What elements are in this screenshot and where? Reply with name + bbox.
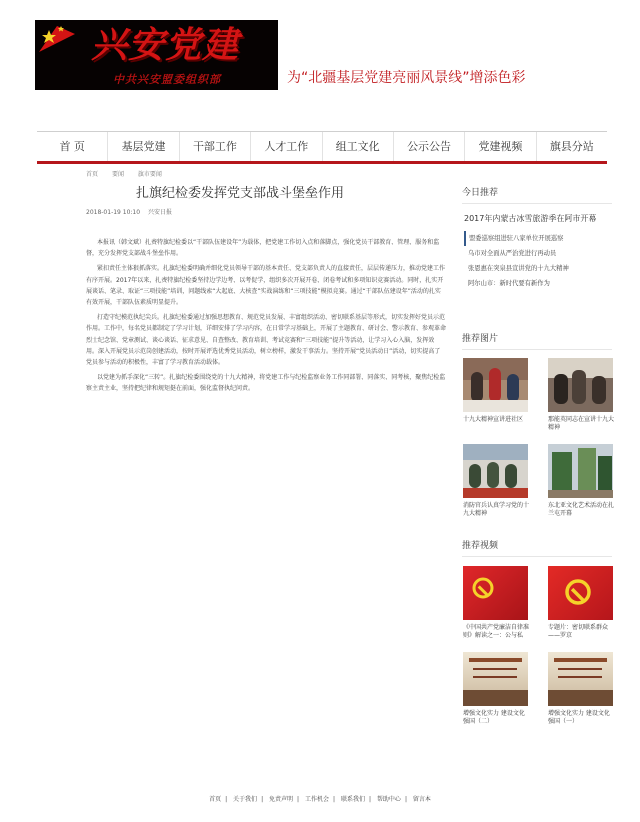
images-section	[462, 331, 612, 350]
footer-separator: |	[261, 796, 264, 803]
footer-link-guestbook[interactable]: 留言本	[412, 796, 431, 803]
header-slogan: 为“北疆基层党建亮丽风景线”增添色彩	[287, 70, 526, 86]
video-card[interactable]	[463, 652, 528, 726]
article-title: 扎旗纪检委发挥党支部战斗堡垒作用	[135, 186, 344, 201]
today-list-item[interactable]: 阿尔山市：新时代要有新作为	[468, 280, 550, 287]
culture-video-thumbnail[interactable]	[548, 652, 613, 706]
nav-item-notice[interactable]: 公示公告	[394, 132, 465, 161]
breadcrumb-home[interactable]: 首页	[86, 171, 99, 178]
article-paragraph: 打造守纪模范执纪尖兵。扎旗纪检委通过加强思想教育、规范党员发展、丰富组织活动、密切联系基层等形式，切实发挥好党员示范作用。工作中，每名党员都制定了学习计划，详细安排了学习内容，在日常学习基础上，开展了主题教育、研讨会、警示教育、参观革命烈士纪念馆、党章测试、谈心谈话、征求意见、自查整改、教育培训、考试竞赛和“三项技能”提升等活动，让学习入心入脑，发挥效用。深入开展党员示范岗创建活动，按时开展评选优秀党员活动，树立榜样，激发干事活力。坚持开展“党员活动日”活动，切实提高了党员参与活动的积极性，丰富了学习教育活动载体。	[86, 314, 447, 367]
party-flag-icon	[37, 24, 77, 58]
nav-item-culture[interactable]: 组工文化	[323, 132, 394, 161]
today-feature-link[interactable]: 2017年内蒙古冰雪旅游季在阿市开幕	[464, 214, 597, 223]
nav-item-talent[interactable]: 人才工作	[251, 132, 322, 161]
footer-links	[0, 794, 640, 803]
footer-separator: |	[368, 796, 371, 803]
footer-link-contact[interactable]: 联系我们	[340, 796, 365, 803]
breadcrumb-news[interactable]: 要闻	[111, 171, 124, 178]
footer-separator: |	[333, 796, 336, 803]
images-heading: 推荐图片	[462, 331, 612, 350]
video-caption[interactable]: 增强文化实力 建设文化强国（一）	[548, 710, 610, 725]
footer-separator: |	[225, 796, 228, 803]
video-caption[interactable]: 《中国共产党廉洁自律准则》解读之一：公与私	[463, 624, 530, 639]
article-source: 兴安日报	[148, 209, 173, 216]
footer-link-about[interactable]: 关于我们	[233, 796, 258, 803]
image-caption[interactable]: 十九大精神宣讲进社区	[463, 416, 524, 423]
site-logo[interactable]	[35, 20, 278, 90]
party-emblem-icon	[548, 566, 613, 620]
party-emblem-video-thumbnail[interactable]	[463, 566, 528, 620]
breadcrumb-local-news[interactable]: 旗市要闻	[137, 171, 162, 178]
video-card[interactable]	[548, 652, 613, 726]
today-list-item[interactable]: 盟委巡察组进驻八家单位开展巡察	[464, 231, 610, 246]
today-section	[462, 185, 612, 204]
photo-speech[interactable]	[548, 358, 613, 412]
today-heading: 今日推荐	[462, 185, 612, 204]
video-card[interactable]	[463, 566, 528, 640]
footer-link-jobs[interactable]: 工作机会	[304, 796, 329, 803]
article-paragraph: 本报讯（韩文斌）扎赉特旗纪检委以“干部队伍建设年”为载体，把党建工作切入点和落脚点，强化党员干部教育、管理、服务和监督，充分发挥党支部战斗堡垒作用。	[86, 239, 440, 258]
logo-title: 兴安党建	[91, 25, 240, 66]
footer-separator: |	[297, 796, 300, 803]
party-emblem-icon	[463, 566, 528, 620]
videos-heading: 推荐视频	[462, 538, 612, 557]
footer-link-disclaimer[interactable]: 免责声明	[269, 796, 294, 803]
image-caption[interactable]: 消防官兵认真学习党的十九大精神	[463, 502, 530, 517]
article-body	[86, 237, 446, 399]
image-card[interactable]	[548, 358, 613, 432]
logo-subtitle: 中共兴安盟委组织部	[113, 73, 221, 86]
footer-separator: |	[404, 796, 407, 803]
image-card[interactable]	[463, 444, 528, 518]
nav-item-cadre[interactable]: 干部工作	[180, 132, 251, 161]
video-caption[interactable]: 增强文化实力 建设文化强国（二）	[463, 710, 525, 725]
article-paragraph: 以党建为抓手深化“三转”。扎旗纪检委围绕党的十九大精神，将党建工作与纪检监察业务工作同部署、同落实、同考核，聚焦纪检监察主责主业，坚持把纪律和规矩挺在前面，强化监督执纪问责。	[86, 374, 446, 393]
today-list	[464, 231, 610, 291]
image-card[interactable]	[548, 444, 613, 518]
nav-item-grassroots[interactable]: 基层党建	[108, 132, 179, 161]
video-card[interactable]	[548, 566, 613, 640]
nav-item-home[interactable]: 首 页	[37, 132, 108, 161]
party-flag-video-thumbnail[interactable]	[548, 566, 613, 620]
footer-link-home[interactable]: 首页	[209, 796, 222, 803]
photo-art-event[interactable]	[548, 444, 613, 498]
article-date: 2018-01-19 10:10	[86, 209, 141, 216]
image-card[interactable]	[463, 358, 528, 424]
article-meta	[86, 207, 178, 216]
photo-people-meeting[interactable]	[463, 358, 528, 412]
footer-link-help[interactable]: 帮助中心	[376, 796, 401, 803]
breadcrumb	[86, 169, 174, 178]
culture-video-thumbnail[interactable]	[463, 652, 528, 706]
photo-firefighters-study[interactable]	[463, 444, 528, 498]
nav-item-county[interactable]: 旗县分站	[549, 140, 594, 153]
image-caption[interactable]: 东北亚文化艺术活动在扎兰屯开幕	[548, 502, 615, 517]
today-list-item[interactable]: 乌市对全面从严治党进行再动员	[468, 250, 557, 257]
article-paragraph: 紧扣责任主体狠抓落实。扎旗纪检委明确并细化党员领导干部的基本责任、党支部负责人的直接责任，层层传递压力，推动党建工作有序开展。2017年以来，扎赉特旗纪检委坚持边学边考、以考促学，组织多次开展开卷、闭卷考试和多项知识竞赛活动。同时，扎实开展谈话、笔录、取证“三项技能”培训，问题线索“大起底、大核查”实战演练和“三项技能”模拟竞赛。通过“干部队伍建设年”活动的扎实有效开展，干部队伍素质明显提升。	[86, 265, 446, 307]
video-caption[interactable]: 专题片：密切联系群众——罗京	[548, 624, 609, 639]
main-nav	[37, 131, 607, 164]
nav-item-video[interactable]: 党建视频	[465, 132, 536, 161]
videos-section	[462, 538, 612, 557]
today-list-item[interactable]: 张恩惠在突泉县宣讲党的十九大精神	[468, 265, 569, 272]
image-caption[interactable]: 那能英同志在宣讲十九大精神	[548, 416, 615, 431]
